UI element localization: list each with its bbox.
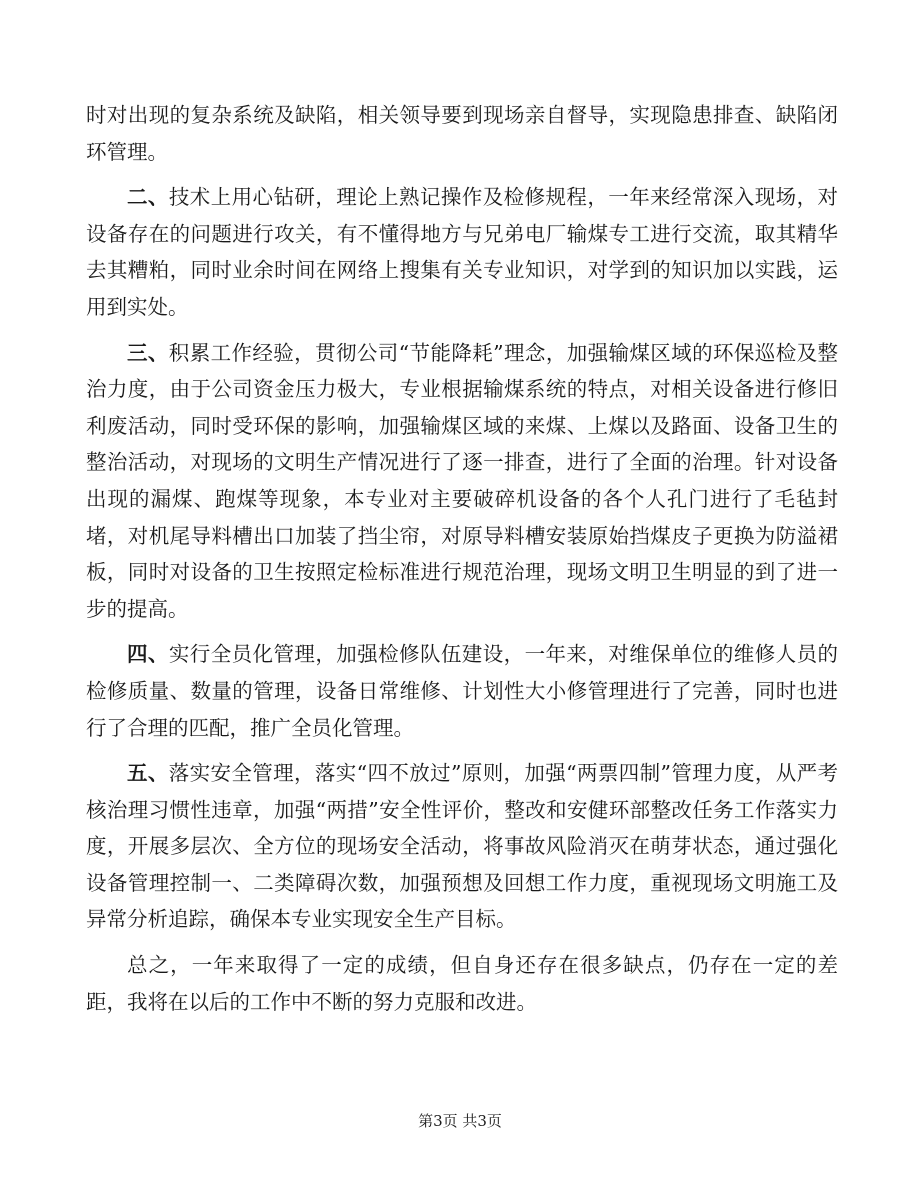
paragraph-1 [86, 97, 838, 170]
paragraph-2 [86, 179, 838, 325]
paragraph-lead: 三、 [127, 340, 169, 365]
paragraph-lead: 五、 [127, 761, 169, 786]
paragraph-lead: 二、 [127, 185, 169, 210]
document-body [86, 97, 838, 1029]
page-number-footer: 第3页 共3页 [418, 1112, 502, 1130]
paragraph-text: 技术上用心钻研，理论上熟记操作及检修规程，一年来经常深入现场，对设备存在的问题进行攻关，有不懂得地方与兄弟电厂输煤专工进行交流，取其精华去其糟粕，同时业余时间在网络上搜集有关专业知识，对学到的知识加以实践，运用到实处。 [86, 185, 839, 319]
paragraph-text: 总之，一年来取得了一定的成绩，但自身还存在很多缺点，仍存在一定的差距，我将在以后的工作中不断的努力克服和改进。 [86, 953, 838, 1014]
paragraph-text: 落实安全管理，落实“四不放过”原则，加强“两票四制”管理力度，从严考核治理习惯性违章，加强“两措”安全性评价，整改和安健环部整改任务工作落实力度，开展多层次、全方位的现场安全活动，将事故风险消灭在萌芽状态，通过强化设备管理控制一、二类障碍次数，加强预想及回想工作力度，重视现场文明施工及异常分析追踪，确保本专业实现安全生产目标。 [86, 761, 838, 932]
paragraph-text: 时对出现的复杂系统及缺陷，相关领导要到现场亲自督导，实现隐患排查、缺陷闭环管理。 [86, 103, 838, 164]
paragraph-lead: 四、 [127, 642, 169, 667]
paragraph-3 [86, 335, 838, 628]
paragraph-text: 实行全员化管理，加强检修队伍建设，一年来，对维保单位的维修人员的检修质量、数量的管理，设备日常维修、计划性大小修管理进行了完善，同时也进行了合理的匹配，推广全员化管理。 [86, 642, 839, 740]
paragraph-text: 积累工作经验，贯彻公司“节能降耗”理念，加强输煤区域的环保巡检及整治力度，由于公司资金压力极大，专业根据输煤系统的特点，对相关设备进行修旧利废活动，同时受环保的影响，加强输煤区域的来煤、上煤以及路面、设备卫生的整治活动，对现场的文明生产情况进行了逐一排查，进行了全面的治理。针对设备出现的漏煤、跑煤等现象，本专业对主要破碎机设备的各个人孔门进行了毛毡封堵，对机尾导料槽出口加装了挡尘帘，对原导料槽安装原始挡煤皮子更换为防溢裙板，同时对设备的卫生按照定检标准进行规范治理，现场文明卫生明显的到了进一步的提高。 [86, 340, 838, 621]
paragraph-5 [86, 755, 838, 938]
paragraph-6 [86, 947, 838, 1020]
paragraph-4 [86, 636, 838, 746]
